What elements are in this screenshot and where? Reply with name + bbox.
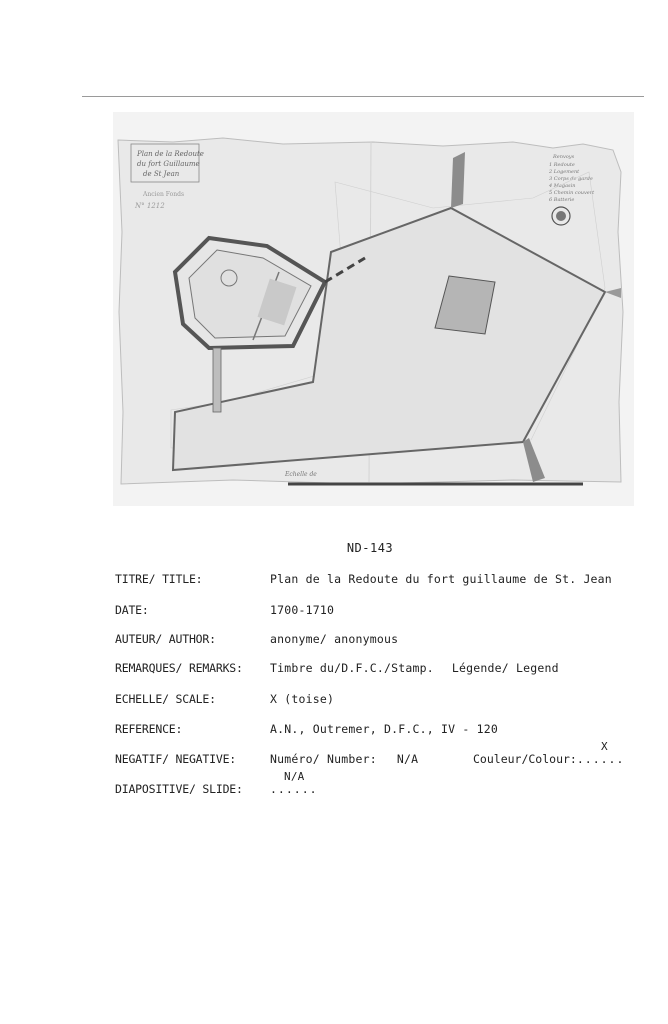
slide-label: DIAPOSITIVE/ SLIDE: (115, 782, 243, 796)
negative-colour (473, 740, 625, 766)
negative-label: NEGATIF/ NEGATIVE: (115, 752, 237, 766)
negative-colour-label: Couleur/Colour: (473, 752, 577, 766)
remarks-label: REMARQUES/ REMARKS: (115, 661, 243, 675)
svg-text:3 Corps de garde: 3 Corps de garde (549, 176, 593, 182)
slide-mark: N/A (284, 770, 305, 783)
author-value: anonyme/ anonymous (270, 632, 399, 646)
remarks-legend: Légende/ Legend (451, 661, 559, 675)
slide-dots: ...... (270, 782, 318, 796)
negative-number-value: N/A (396, 752, 419, 766)
svg-text:6 Batterie: 6 Batterie (549, 197, 575, 203)
date-value: 1700-1710 (270, 603, 335, 617)
svg-text:N° 1212: N° 1212 (135, 202, 165, 210)
svg-text:Echelle de: Echelle de (285, 471, 317, 478)
svg-text:du fort Guillaume: du fort Guillaume (137, 160, 200, 168)
negative-value (270, 752, 418, 766)
title-label: TITRE/ TITLE: (115, 572, 203, 586)
svg-text:Plan de la Redoute: Plan de la Redoute (137, 150, 204, 158)
scale-value: X (toise) (270, 692, 335, 706)
title-value: Plan de la Redoute du fort guillaume de St. Jean (270, 572, 612, 586)
map-photograph (113, 112, 634, 506)
svg-text:1 Redoute: 1 Redoute (549, 162, 575, 168)
svg-text:5 Chemin couvert: 5 Chemin couvert (549, 190, 595, 196)
remarks-value (270, 661, 559, 675)
reference-value: A.N., Outremer, D.F.C., IV - 120 (270, 722, 498, 736)
author-label: AUTEUR/ AUTHOR: (115, 632, 216, 646)
negative-number-label: Numéro/ Number: (270, 752, 377, 766)
date-label: DATE: (115, 603, 149, 617)
svg-text:de St Jean: de St Jean (143, 170, 180, 178)
slide-value (270, 770, 318, 796)
scale-label: ECHELLE/ SCALE: (115, 692, 216, 706)
svg-text:2 Logement: 2 Logement (549, 169, 580, 175)
negative-colour-dots: ...... (576, 752, 625, 766)
negative-colour-mark: X (601, 740, 608, 753)
remarks-stamp: Timbre du/D.F.C./Stamp. (270, 661, 434, 675)
svg-text:Renvoys: Renvoys (553, 154, 575, 160)
svg-text:4 Magasin: 4 Magasin (549, 183, 576, 189)
reference-number: ND-143 (346, 541, 394, 555)
reference-label: REFERENCE: (115, 722, 183, 736)
svg-text:Ancien Fonds: Ancien Fonds (143, 191, 185, 198)
top-divider-line (82, 96, 644, 97)
